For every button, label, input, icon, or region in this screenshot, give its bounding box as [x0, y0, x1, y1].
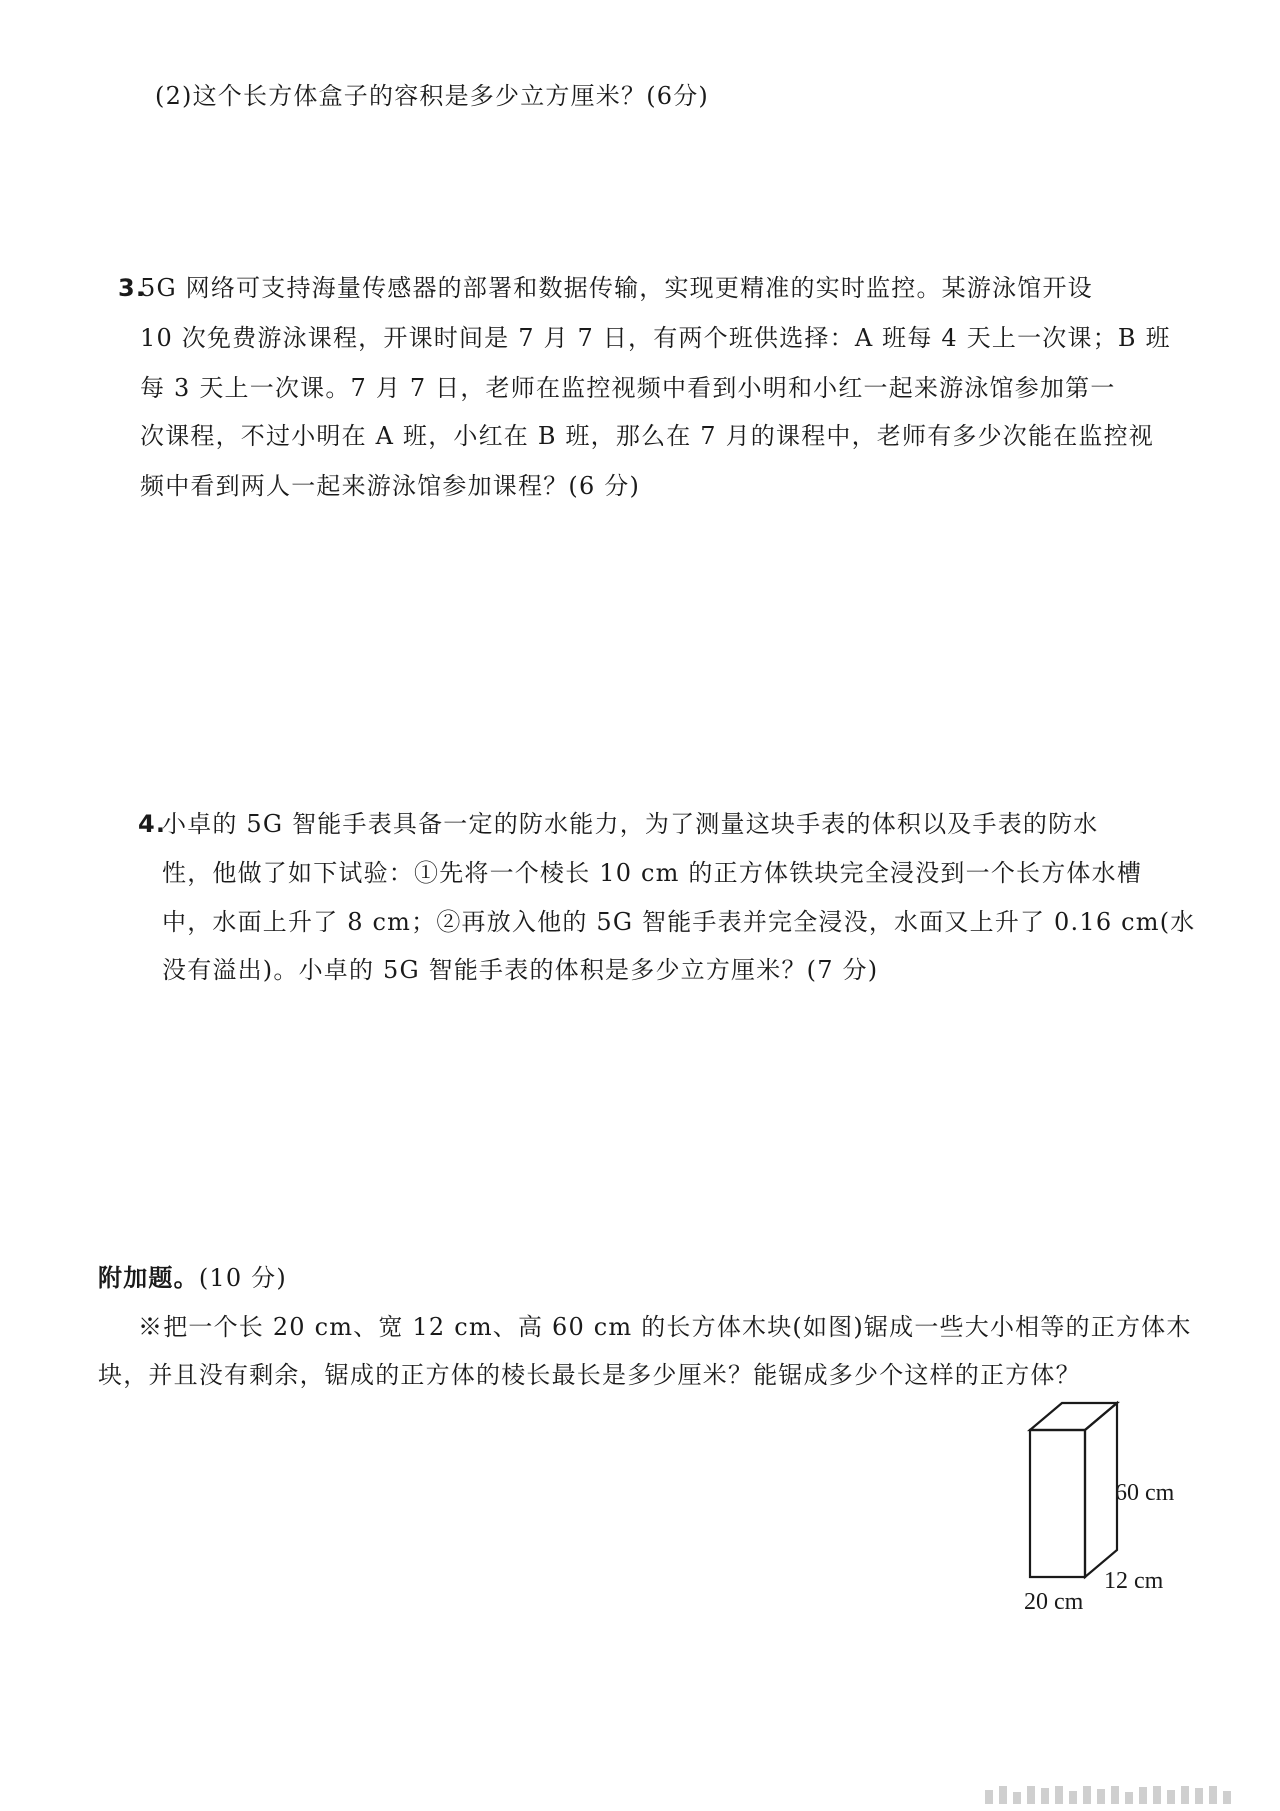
- footer-scan-marks: [985, 1780, 1240, 1804]
- q3-line-2: 10 次免费游泳课程，开课时间是 7 月 7 日，有两个班供选择：A 班每 4 天上一次课；B 班: [140, 324, 1171, 352]
- q3-line-4: 次课程，不过小明在 A 班，小红在 B 班，那么在 7 月的课程中，老师有多少次能在监控视: [140, 422, 1155, 450]
- q4-line-2: 性，他做了如下试验：①先将一个棱长 10 cm 的正方体铁块完全浸没到一个长方体水槽: [162, 859, 1143, 887]
- bonus-line-1: ※把一个长 20 cm、宽 12 cm、高 60 cm 的长方体木块(如图)锯成一些大小相等的正方体木: [138, 1313, 1192, 1341]
- q4-number: 4.: [138, 810, 167, 838]
- q4-line-1: 小卓的 5G 智能手表具备一定的防水能力，为了测量这块手表的体积以及手表的防水: [162, 810, 1099, 838]
- cuboid-figure: [1020, 1395, 1260, 1625]
- bonus-title: 附加题。: [98, 1263, 199, 1292]
- q4-line-3: 中，水面上升了 8 cm；②再放入他的 5G 智能手表并完全浸没，水面又上升了 0.16 cm(水: [162, 908, 1196, 936]
- q3-line-1: 5G 网络可支持海量传感器的部署和数据传输，实现更精准的实时监控。某游泳馆开设: [140, 274, 1093, 302]
- q3-line-5: 频中看到两人一起来游泳馆参加课程？(6 分): [140, 472, 641, 500]
- cuboid-front-face: [1030, 1430, 1085, 1577]
- height-label: 60 cm: [1115, 1480, 1175, 1506]
- q2-part2-text: (2)这个长方体盒子的容积是多少立方厘米？(6分): [155, 82, 709, 110]
- cuboid-side-face: [1085, 1403, 1117, 1577]
- q3-number: 3.: [118, 274, 147, 302]
- cuboid-top-face: [1030, 1403, 1117, 1430]
- bonus-line-2: 块，并且没有剩余，锯成的正方体的棱长最长是多少厘米？能锯成多少个这样的正方体？: [98, 1361, 1081, 1389]
- q3-line-3: 每 3 天上一次课。7 月 7 日，老师在监控视频中看到小明和小红一起来游泳馆参加第一: [140, 374, 1116, 402]
- q4-line-4: 没有溢出)。小卓的 5G 智能手表的体积是多少立方厘米？(7 分): [162, 956, 879, 984]
- bonus-score: (10 分): [198, 1264, 287, 1292]
- length-label: 20 cm: [1024, 1589, 1084, 1615]
- width-label: 12 cm: [1104, 1568, 1164, 1594]
- bonus-heading: [98, 1262, 287, 1294]
